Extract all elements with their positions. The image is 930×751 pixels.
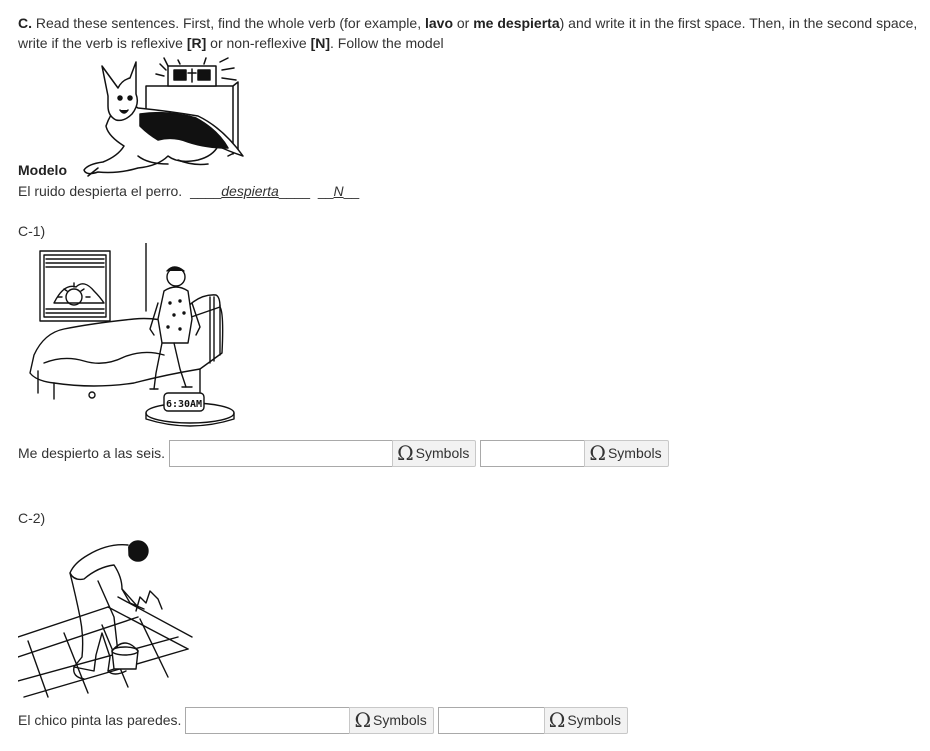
omega-icon: Ω: [397, 441, 414, 465]
question-2-row: [18, 706, 632, 734]
question-1-verb-symbols-button[interactable]: Ω Symbols: [392, 440, 476, 467]
nonreflexive-code: [N]: [310, 35, 330, 51]
boy-bed-illustration: [24, 243, 239, 433]
model-blank-verb: ____despierta____: [190, 183, 310, 199]
question-1-label: C-1): [18, 223, 46, 239]
question-2-type-symbols-button[interactable]: Ω Symbols: [544, 707, 628, 734]
question-1-row: [18, 439, 673, 467]
omega-icon: Ω: [548, 708, 566, 732]
model-answer-type: N: [333, 183, 344, 199]
model-sentence: El ruido despierta el perro.: [18, 183, 183, 199]
model-label: Modelo: [18, 162, 67, 178]
question-2-type-input[interactable]: [438, 707, 544, 734]
dog-radio-illustration: [78, 56, 253, 181]
instructions-text: C. Read these sentences. First, find the whole verb (for example, lavo or me despierta) and write it in the first space. Then, in the second space, write if the verb is reflexive [R] or non-reflexive [N]. Follow the model: [18, 15, 918, 51]
question-2-verb-symbols-button[interactable]: Ω Symbols: [349, 707, 433, 734]
model-answer-verb: despierta: [221, 183, 279, 199]
question-2-verb-input[interactable]: [185, 707, 349, 734]
question-2-label: C-2): [18, 510, 46, 526]
question-1-verb-input[interactable]: [169, 440, 392, 467]
omega-icon: Ω: [589, 441, 606, 465]
boy-painting-illustration: [18, 537, 193, 699]
reflexive-code: [R]: [186, 35, 207, 51]
model-blank-type: __N__: [317, 183, 360, 199]
clock-display: 6:30AM: [165, 399, 203, 410]
model-sentence-row: [18, 183, 359, 199]
question-2-sentence: El chico pinta las paredes.: [18, 712, 182, 728]
example-me-despierta: me despierta: [473, 15, 560, 31]
question-1-type-symbols-button[interactable]: Ω Symbols: [584, 440, 668, 467]
instructions-letter: C.: [18, 15, 32, 31]
omega-icon: Ω: [354, 708, 372, 732]
question-1-type-input[interactable]: [480, 440, 584, 467]
example-lavo: lavo: [424, 15, 453, 31]
question-1-sentence: Me despierto a las seis.: [18, 445, 166, 461]
